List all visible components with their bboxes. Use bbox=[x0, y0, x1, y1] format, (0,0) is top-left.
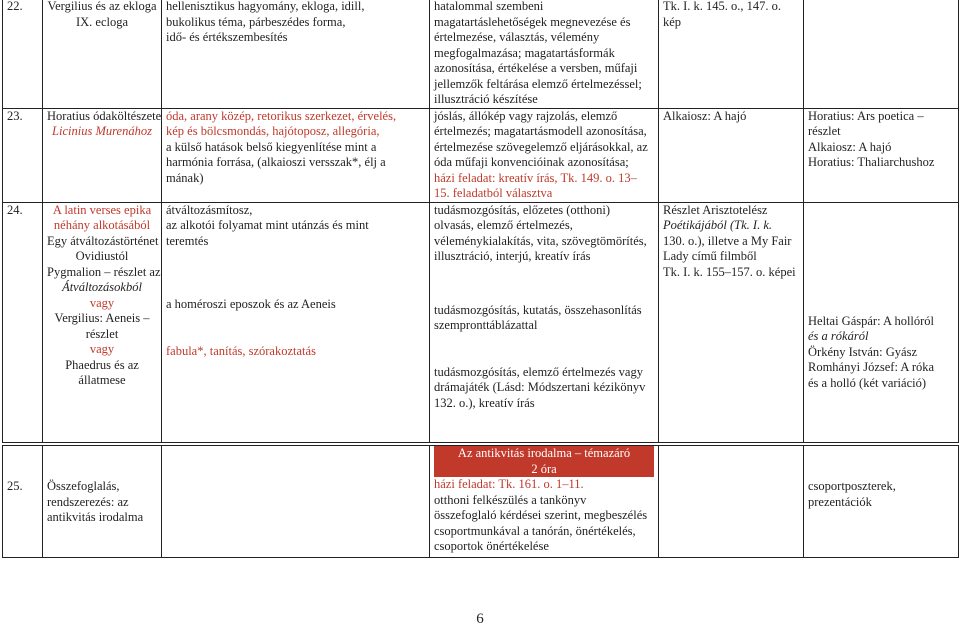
lesson-skills: tudásmozgósítás, előzetes (otthoni) olvasás, elemző értelmezés, véleménykialakítás, vita, szövegtömörítés, illusztráció, interjú, kreatív írás tudásmozgósítás, kutatás, összehasonlítás szempronttáblázattal tudásmozgósítás, elemző értelmezés vagy drámajáték (Lásd: Módszertani kézikönyv 132. o.), kreatív írás bbox=[430, 202, 659, 442]
lesson-number: 23. bbox=[3, 108, 43, 202]
curriculum-table bbox=[2, 0, 959, 443]
table-row bbox=[3, 0, 959, 108]
lesson-number: 25. bbox=[3, 446, 43, 558]
lesson-reading: Tk. I. k. 145. o., 147. o. kép bbox=[659, 0, 804, 108]
lesson-title: Horatius ódaköltészete Licinius Murenához bbox=[43, 108, 162, 202]
table-row bbox=[3, 108, 959, 202]
lesson-skills: hatalommal szembeni magatartáslehetőségek megnevezése és értelmezése, választás, vélemény megfogalmazása; magatartásformák azonosítása, értékelése a versben, műfaji jellemzők feltárása elemző értelmezéssel; illusztráció készítése bbox=[430, 0, 659, 108]
page-number: 6 bbox=[476, 611, 484, 627]
lesson-title: Összefoglalás, rendszerezés: az antikvitás irodalma bbox=[43, 446, 162, 558]
lesson-reading: Részlet Arisztotelész Poétikájából (Tk. I. k. 130. o.), illetve a My Fair Lady című filmből Tk. I. k. 155–157. o. képei bbox=[659, 202, 804, 442]
test-header: Az antikvitás irodalma – témazáró bbox=[434, 446, 654, 462]
test-duration: 2 óra bbox=[434, 462, 654, 478]
lesson-extra: csoportposzterek, prezentációk bbox=[804, 446, 959, 558]
lesson-skills: jóslás, állókép vagy rajzolás, elemző értelmezés; magatartásmodell azonosítása, értelmezése szövegelemző eljárásokkal, az óda műfaji konvencióinak azonosítása; házi feladat: kreatív írás, Tk. 149. o. 13– 15. feladatból választva bbox=[430, 108, 659, 202]
lesson-extra: Heltai Gáspár: A hollóról és a rókáról Örkény István: Gyász Romhányi József: A róka és a holló (két variáció) bbox=[804, 202, 959, 442]
lesson-number: 22. bbox=[3, 0, 43, 108]
lesson-reading bbox=[659, 446, 804, 558]
lesson-skills: Az antikvitás irodalma – témazáró 2 óra házi feladat: Tk. 161. o. 1–11. otthoni felkészülés a tankönyv összefoglaló kérdései szerint, megbeszélés csoportmunkával a tanórán, önértékelés, csoportok önértékelése bbox=[430, 446, 659, 558]
lesson-extra: Horatius: Ars poetica – részlet Alkaiosz: A hajó Horatius: Thaliarchushoz bbox=[804, 108, 959, 202]
lesson-number: 24. bbox=[3, 202, 43, 442]
lesson-topics bbox=[162, 446, 430, 558]
lesson-topics: átváltozásmítosz, az alkotói folyamat mint utánzás és mint teremtés a homéroszi eposzok és az Aeneis fabula*, tanítás, szórakoztatás bbox=[162, 202, 430, 442]
lesson-extra bbox=[804, 0, 959, 108]
lesson-topics: óda, arany közép, retorikus szerkezet, érvelés, kép és bölcsmondás, hajótoposz, allegória, a külső hatások belső kiegyenlítése mint a harmónia forrása, (alkaioszi versszak*, élj a mának) bbox=[162, 108, 430, 202]
lesson-reading: Alkaiosz: A hajó bbox=[659, 108, 804, 202]
summary-table bbox=[2, 445, 959, 558]
lesson-topics: hellenisztikus hagyomány, ekloga, idill, bukolikus téma, párbeszédes forma, idő- és értékszembesítés bbox=[162, 0, 430, 108]
table-row bbox=[3, 446, 959, 558]
lesson-title: Vergilius és az ekloga IX. ecloga bbox=[43, 0, 162, 108]
lesson-title: A latin verses epika néhány alkotásából Egy átváltozástörténet Ovidiustól Pygmalion – részlet az Átváltozásokból vagy Vergilius: Aeneis – részlet vagy Phaedrus és az állatmese bbox=[43, 202, 162, 442]
table-row bbox=[3, 202, 959, 442]
